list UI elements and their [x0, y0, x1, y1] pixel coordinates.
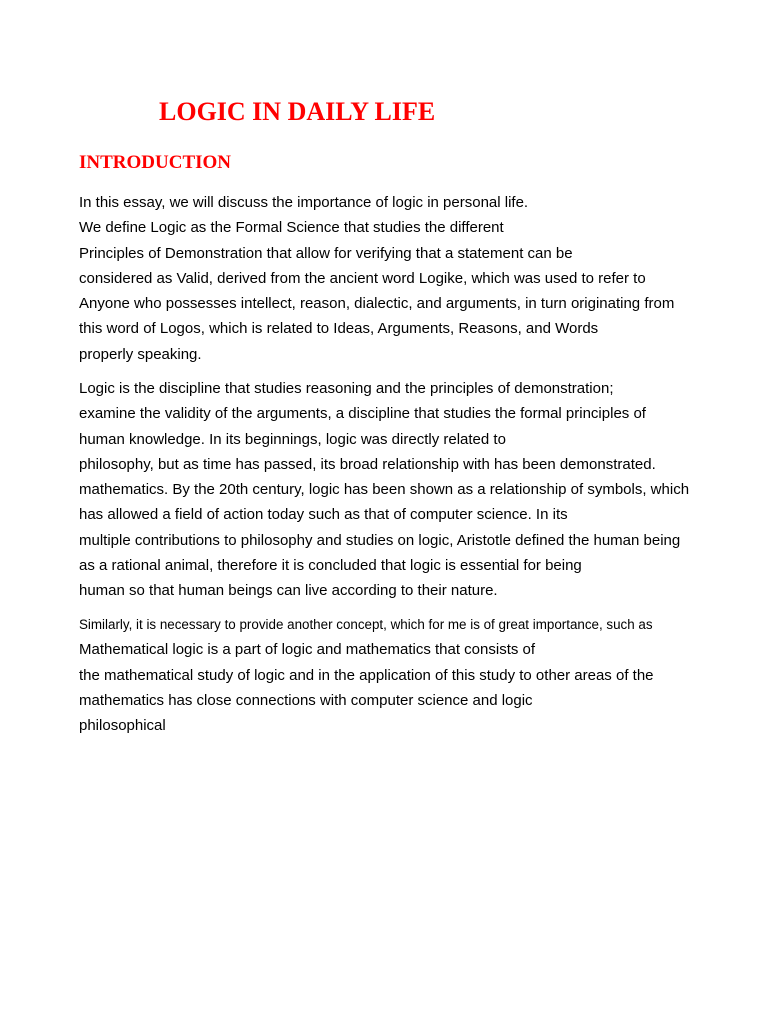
paragraph-line: Principles of Demonstration that allow for verifying that a statement can be — [79, 244, 573, 262]
paragraph-line: multiple contributions to philosophy and studies on logic, Aristotle defined the human being — [79, 531, 681, 549]
paragraph-line: Mathematical logic is a part of logic and mathematics that consists of — [79, 641, 536, 659]
paragraph-line: mathematics. By the 20th century, logic has been shown as a relationship of symbols, which — [79, 481, 690, 499]
document-title: LOGIC IN DAILY LIFE — [159, 97, 436, 126]
paragraph-line: Anyone who possesses intellect, reason, dialectic, and arguments, in turn originating from — [79, 295, 675, 313]
paragraph-line: examine the validity of the arguments, a discipline that studies the formal principles of — [79, 405, 646, 423]
paragraph-line: We define Logic as the Formal Science that studies the different — [79, 219, 504, 237]
paragraph-line: philosophical — [79, 717, 166, 735]
paragraph-line: properly speaking. — [79, 345, 202, 363]
paragraph-line: the mathematical study of logic and in the application of this study to other areas of the — [79, 666, 654, 684]
paragraph-line: In this essay, we will discuss the importance of logic in personal life. — [79, 194, 529, 211]
paragraph-line: mathematics has close connections with computer science and logic — [79, 691, 533, 709]
paragraph-1 — [79, 190, 739, 367]
section-heading-introduction: INTRODUCTION — [79, 152, 232, 173]
paragraph-line: considered as Valid, derived from the ancient word Logike, which was used to refer to — [79, 269, 646, 287]
paragraph-line: Similarly, it is necessary to provide another concept, which for me is of great importance, such as — [79, 617, 653, 632]
paragraph-line: has allowed a field of action today such as that of computer science. In its — [79, 506, 568, 524]
paragraph-3 — [79, 612, 739, 738]
paragraph-line: Logic is the discipline that studies reasoning and the principles of demonstration; — [79, 380, 614, 397]
paragraph-line: human knowledge. In its beginnings, logic was directly related to — [79, 430, 506, 448]
paragraph-2 — [79, 376, 739, 604]
paragraph-line: philosophy, but as time has passed, its broad relationship with has been demonstrated. — [79, 455, 656, 473]
paragraph-line: as a rational animal, therefore it is concluded that logic is essential for being — [79, 557, 582, 575]
paragraph-line: this word of Logos, which is related to Ideas, Arguments, Reasons, and Words — [79, 320, 599, 338]
paragraph-line: human so that human beings can live according to their nature. — [79, 582, 498, 600]
